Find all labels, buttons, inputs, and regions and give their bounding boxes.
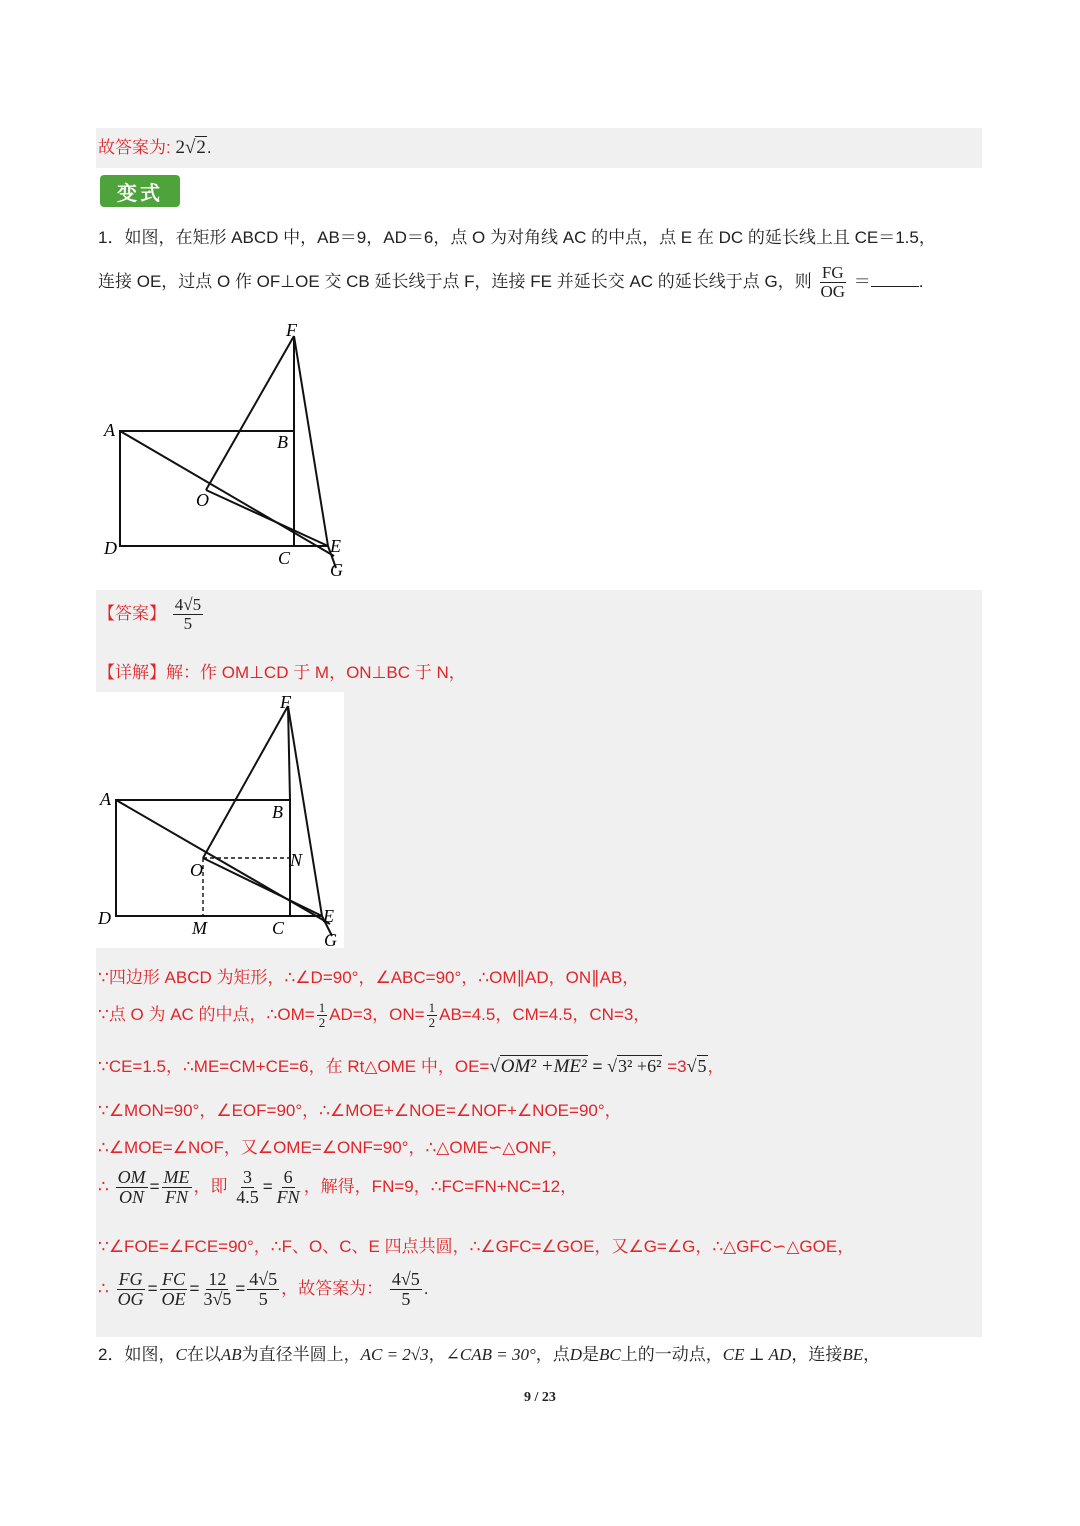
label-m-2: M bbox=[192, 918, 207, 938]
answer-fraction: $\frac{4√5}{5}$ bbox=[174, 595, 202, 633]
label-e-2: E bbox=[323, 906, 334, 926]
label-e: E bbox=[330, 536, 341, 556]
problem1-fraction: $\frac{FG}{OG}$ bbox=[820, 263, 846, 301]
label-g-2: G bbox=[324, 930, 337, 950]
prev-answer-line: 故答案为: 2√2. bbox=[98, 137, 212, 158]
label-o: O bbox=[196, 490, 209, 510]
label-o-2: O bbox=[190, 860, 203, 880]
problem2-line1: 2．如图，C在以AB为直径半圆上，AC = 2√3，∠CAB = 30°，点D是BC上的一动点，CE ⊥ AD，连接BE， bbox=[98, 1345, 881, 1364]
answer-line: 【答案】 $\frac{4√5}{5}$ bbox=[98, 595, 202, 633]
label-f: F bbox=[286, 320, 297, 340]
solution-step-3: ∵CE=1.5，∴ME=CM+CE=6，在 Rt△OME 中，OE=√OM² +ME² = √3² +6² =3√5， bbox=[98, 1056, 725, 1077]
label-c-2: C bbox=[272, 918, 285, 938]
label-g: G bbox=[330, 560, 343, 580]
solution-step-5: ∴∠MOE=∠NOF，又∠OME=∠ONF=90°，∴△OME∽△ONF， bbox=[98, 1138, 569, 1157]
label-c: C bbox=[278, 548, 291, 568]
solution-step-4: ∵∠MON=90°，∠EOF=90°，∴∠MOE+∠NOE=∠NOF+∠NOE=90°， bbox=[98, 1101, 622, 1120]
detail-line: 【详解】解：作 OM⊥CD 于 M，ON⊥BC 于 N， bbox=[98, 663, 466, 682]
solution-step-8: ∴ $\frac{FG}{OG}$ = $\frac{FC}{OE}$ = $\frac{12}{3√5}$ = $\frac{4√5}{5}$ ，故答案为： $\frac{4√5}{5}$ . bbox=[98, 1269, 429, 1309]
solution-step-1: ∵四边形 ABCD 为矩形，∴∠D=90°，∠ABC=90°，∴OM∥AD，ON∥AB， bbox=[98, 968, 640, 987]
solution-step-2: ∵点 O 为 AC 的中点，∴OM= $\frac{1}{2}$ AD=3，ON= $\frac{1}{2}$ AB=4.5，CM=4.5，CN=3， bbox=[98, 1000, 651, 1031]
figure-1 bbox=[96, 318, 356, 580]
label-f-2: F bbox=[280, 692, 291, 712]
prev-answer-band bbox=[96, 128, 982, 168]
label-b: B bbox=[277, 432, 288, 452]
problem1-line1: 1．如图，在矩形 ABCD 中，AB＝9，AD＝6，点 O 为对角线 AC 的中点，点 E 在 DC 的延长线上且 CE＝1.5， bbox=[98, 228, 936, 247]
label-n-2: N bbox=[290, 850, 303, 870]
prev-answer-value: 2√2 bbox=[175, 137, 206, 158]
label-a: A bbox=[104, 420, 115, 440]
answer-blank bbox=[871, 272, 919, 287]
label-d: D bbox=[104, 538, 117, 558]
solution-step-7: ∵∠FOE=∠FCE=90°，∴F、O、C、E 四点共圆，∴∠GFC=∠GOE，又∠G=∠G，∴△GFC∽△GOE， bbox=[98, 1237, 855, 1256]
label-d-2: D bbox=[98, 908, 111, 928]
solution-step-6: ∴ $\frac{OM}{ON}$ = $\frac{ME}{FN}$ ，即 $\frac{3}{4.5}$ = $\frac{6}{FN}$ ，解得，FN=9，∴FC=FN+NC=12， bbox=[98, 1167, 578, 1207]
label-b-2: B bbox=[272, 802, 283, 822]
page-number: 9 / 23 bbox=[524, 1390, 556, 1405]
variant-badge: 变式 bbox=[100, 175, 180, 207]
label-a-2: A bbox=[100, 789, 111, 809]
problem1-line2: 连接 OE，过点 O 作 OF⊥OE 交 CB 延长线于点 F，连接 FE 并延长交 AC 的延长线于点 G，则 $\frac{FG}{OG}$ ＝ . bbox=[98, 263, 924, 301]
figure-2 bbox=[96, 692, 346, 950]
